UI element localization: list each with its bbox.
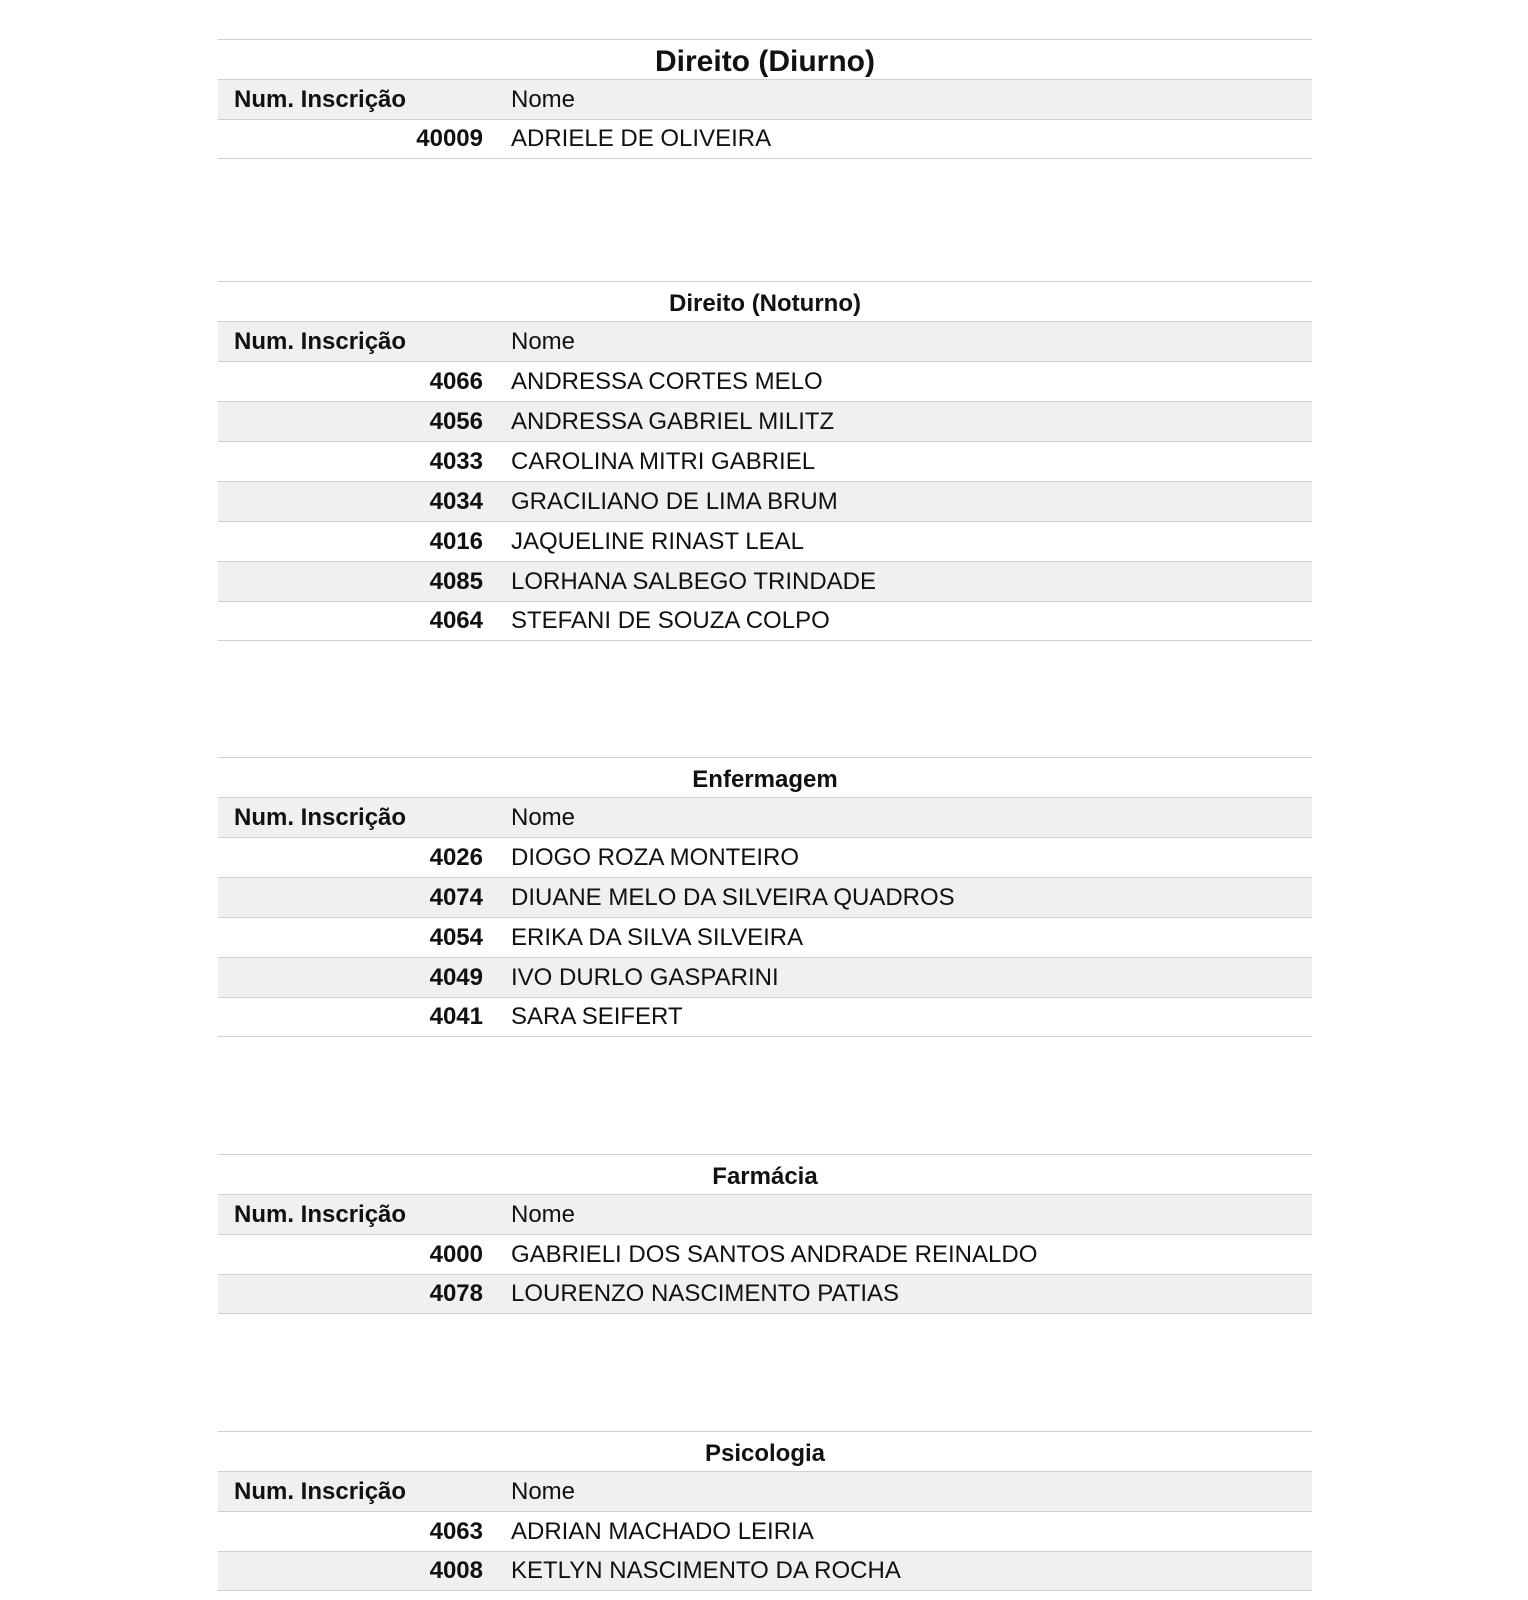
table-header-row: [218, 1194, 1312, 1234]
student-name: GRACILIANO DE LIMA BRUM: [511, 487, 838, 515]
student-name: ADRIAN MACHADO LEIRIA: [511, 1517, 814, 1545]
registration-number: 4054: [429, 923, 483, 951]
registration-number: 4008: [429, 1557, 483, 1584]
header-num-inscricao: Num. Inscrição: [234, 327, 407, 355]
header-nome: Nome: [511, 85, 576, 113]
table-row: [218, 441, 1312, 481]
student-name: ANDRESSA CORTES MELO: [511, 367, 823, 395]
table-row: [218, 1234, 1312, 1274]
registration-number: 4049: [429, 963, 483, 991]
section-title: Enfermagem: [218, 757, 1312, 797]
student-name: SARA SEIFERT: [511, 1003, 683, 1030]
header-nome: Nome: [511, 803, 576, 831]
section-title: Farmácia: [218, 1154, 1312, 1194]
table-row: [218, 837, 1312, 877]
registration-number: 4033: [429, 447, 483, 475]
course-section-direito-diurno: [218, 39, 1312, 159]
table-row: [218, 1551, 1312, 1591]
student-name: DIUANE MELO DA SILVEIRA QUADROS: [511, 883, 955, 911]
header-num-inscricao: Num. Inscrição: [234, 1477, 407, 1505]
header-num-inscricao: Num. Inscrição: [234, 1200, 407, 1228]
table-row: [218, 1511, 1312, 1551]
student-name: ERIKA DA SILVA SILVEIRA: [511, 923, 804, 951]
table-row: [218, 119, 1312, 159]
table-row: [218, 361, 1312, 401]
student-name: CAROLINA MITRI GABRIEL: [511, 447, 816, 475]
registration-number: 4056: [429, 407, 483, 435]
section-title: Psicologia: [218, 1431, 1312, 1471]
student-name: KETLYN NASCIMENTO DA ROCHA: [511, 1557, 901, 1584]
table-header-row: [218, 79, 1312, 119]
header-num-inscricao: Num. Inscrição: [234, 85, 407, 113]
registration-number: 4000: [429, 1240, 483, 1268]
registration-number: 4074: [429, 883, 483, 911]
registration-number: 4016: [429, 527, 483, 555]
registration-number: 4078: [429, 1280, 483, 1307]
course-section-direito-noturno: [218, 281, 1312, 641]
registration-number: 4034: [429, 487, 483, 515]
table-row: [218, 877, 1312, 917]
table-row: [218, 957, 1312, 997]
registration-number: 4064: [429, 607, 483, 634]
table-row: [218, 1274, 1312, 1314]
table-row: [218, 521, 1312, 561]
header-nome: Nome: [511, 327, 576, 355]
student-name: DIOGO ROZA MONTEIRO: [511, 843, 800, 871]
registration-number: 4066: [429, 367, 483, 395]
registration-number: 4085: [429, 567, 483, 595]
student-name: LORHANA SALBEGO TRINDADE: [511, 567, 876, 595]
registration-number: 4063: [429, 1517, 483, 1545]
table-header-row: [218, 321, 1312, 361]
table-row: [218, 481, 1312, 521]
student-name: STEFANI DE SOUZA COLPO: [511, 607, 830, 634]
registration-number: 4026: [429, 843, 483, 871]
header-nome: Nome: [511, 1200, 576, 1228]
student-name: LOURENZO NASCIMENTO PATIAS: [511, 1280, 900, 1307]
section-title: Direito (Diurno): [218, 39, 1312, 79]
student-name: GABRIELI DOS SANTOS ANDRADE REINALDO: [511, 1240, 1038, 1268]
table-row: [218, 401, 1312, 441]
course-section-enfermagem: [218, 757, 1312, 1037]
header-num-inscricao: Num. Inscrição: [234, 803, 407, 831]
registration-number: 4041: [429, 1003, 483, 1030]
table-header-row: [218, 1471, 1312, 1511]
course-section-psicologia: [218, 1431, 1312, 1591]
student-name: ADRIELE DE OLIVEIRA: [511, 125, 772, 152]
table-row: [218, 997, 1312, 1037]
table-row: [218, 561, 1312, 601]
table-row: [218, 601, 1312, 641]
registration-number: 40009: [416, 125, 483, 152]
student-name: ANDRESSA GABRIEL MILITZ: [511, 407, 835, 435]
section-title: Direito (Noturno): [218, 281, 1312, 321]
student-name: JAQUELINE RINAST LEAL: [511, 527, 804, 555]
table-header-row: [218, 797, 1312, 837]
table-row: [218, 917, 1312, 957]
course-section-farmacia: [218, 1154, 1312, 1314]
header-nome: Nome: [511, 1477, 576, 1505]
student-name: IVO DURLO GASPARINI: [511, 963, 779, 991]
